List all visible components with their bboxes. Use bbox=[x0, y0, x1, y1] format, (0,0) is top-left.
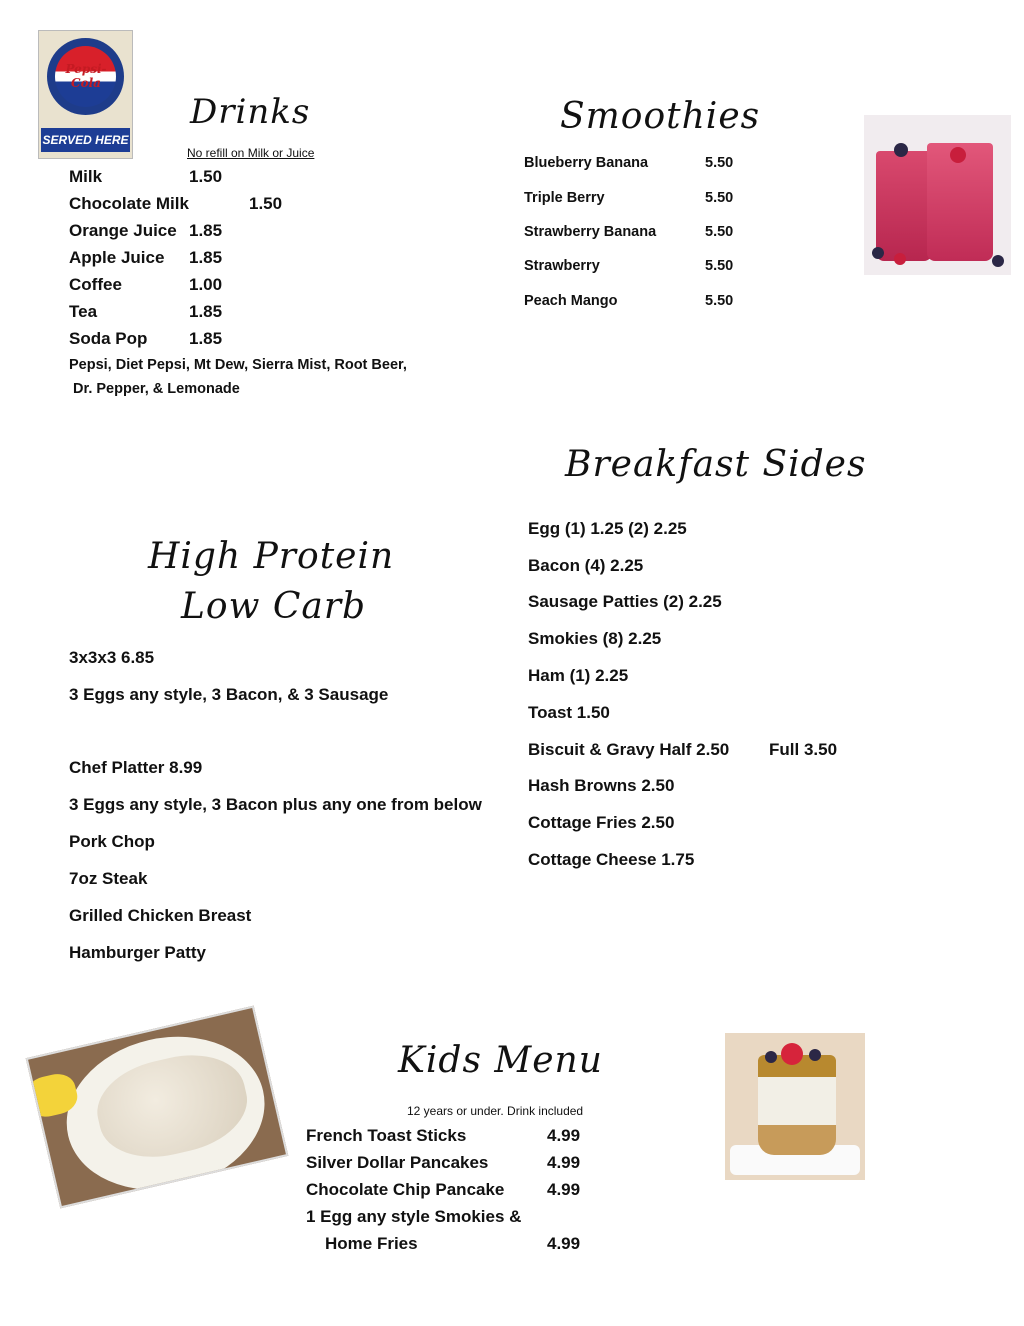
low-carb-title: Low Carb bbox=[181, 586, 367, 627]
smoothie-item: Blueberry Banana 5.50 bbox=[524, 155, 734, 171]
kids-menu-title: Kids Menu bbox=[398, 1040, 603, 1081]
pepsi-logo-text: Pepsi-Cola bbox=[65, 62, 107, 90]
soda-list-line-2: Dr. Pepper, & Lemonade bbox=[73, 381, 240, 397]
protein-line: Hamburger Patty bbox=[69, 943, 206, 962]
side-item: Toast 1.50 bbox=[528, 703, 610, 722]
smoothie-photo bbox=[864, 115, 1011, 275]
side-item-full-price: Full 3.50 bbox=[769, 740, 838, 759]
side-item: Ham (1) 2.25 bbox=[528, 666, 629, 685]
kids-item: Silver Dollar Pancakes 4.99 bbox=[306, 1153, 581, 1172]
drink-item: Soda Pop 1.85 bbox=[69, 329, 223, 348]
protein-line: 7oz Steak bbox=[69, 869, 148, 888]
kids-menu-note: 12 years or under. Drink included bbox=[407, 1104, 584, 1118]
smoothie-item: Peach Mango 5.50 bbox=[524, 293, 734, 309]
side-item: Smokies (8) 2.25 bbox=[528, 629, 662, 648]
drink-item: Apple Juice 1.85 bbox=[69, 248, 223, 267]
smoothies-title: Smoothies bbox=[560, 96, 761, 137]
parfait-photo bbox=[725, 1033, 865, 1180]
smoothie-item: Strawberry 5.50 bbox=[524, 258, 734, 274]
kids-item: Chocolate Chip Pancake 4.99 bbox=[306, 1180, 581, 1199]
side-item: Bacon (4) 2.25 bbox=[528, 556, 644, 575]
protein-line: Grilled Chicken Breast bbox=[69, 906, 252, 925]
pepsi-sign-image bbox=[38, 30, 133, 159]
drinks-note: No refill on Milk or Juice bbox=[187, 146, 315, 160]
side-item: Cottage Cheese 1.75 bbox=[528, 850, 695, 869]
biscuits-gravy-photo bbox=[26, 1006, 289, 1209]
kids-item: French Toast Sticks 4.99 bbox=[306, 1126, 581, 1145]
soda-list-line-1: Pepsi, Diet Pepsi, Mt Dew, Sierra Mist, Root Beer, bbox=[69, 357, 407, 373]
smoothie-item: Triple Berry 5.50 bbox=[524, 190, 734, 206]
side-item: Sausage Patties (2) 2.25 bbox=[528, 592, 722, 611]
kids-item-line-2: Home Fries 4.99 bbox=[325, 1234, 581, 1253]
protein-line: 3x3x3 6.85 bbox=[69, 648, 155, 667]
protein-line: 3 Eggs any style, 3 Bacon plus any one from below bbox=[69, 795, 482, 814]
breakfast-sides-title: Breakfast Sides bbox=[565, 444, 867, 485]
drink-item: Milk 1.50 bbox=[69, 167, 223, 186]
drink-item: Chocolate Milk 1.50 bbox=[69, 194, 283, 213]
side-item: Egg (1) 1.25 (2) 2.25 bbox=[528, 519, 687, 538]
pepsi-served-here-band: SERVED HERE bbox=[41, 128, 130, 152]
side-item: Biscuit & Gravy Half 2.50 bbox=[528, 740, 730, 759]
side-item: Hash Browns 2.50 bbox=[528, 776, 675, 795]
drink-item: Tea 1.85 bbox=[69, 302, 223, 321]
protein-line: Chef Platter 8.99 bbox=[69, 758, 203, 777]
drink-item: Orange Juice 1.85 bbox=[69, 221, 223, 240]
side-item: Cottage Fries 2.50 bbox=[528, 813, 675, 832]
protein-line: Pork Chop bbox=[69, 832, 155, 851]
drinks-title: Drinks bbox=[190, 92, 311, 132]
protein-line: 3 Eggs any style, 3 Bacon, & 3 Sausage bbox=[69, 685, 389, 704]
kids-item-line-1: 1 Egg any style Smokies & bbox=[306, 1207, 522, 1226]
smoothie-item: Strawberry Banana 5.50 bbox=[524, 224, 734, 240]
drink-item: Coffee 1.00 bbox=[69, 275, 223, 294]
high-protein-title: High Protein bbox=[148, 536, 395, 577]
